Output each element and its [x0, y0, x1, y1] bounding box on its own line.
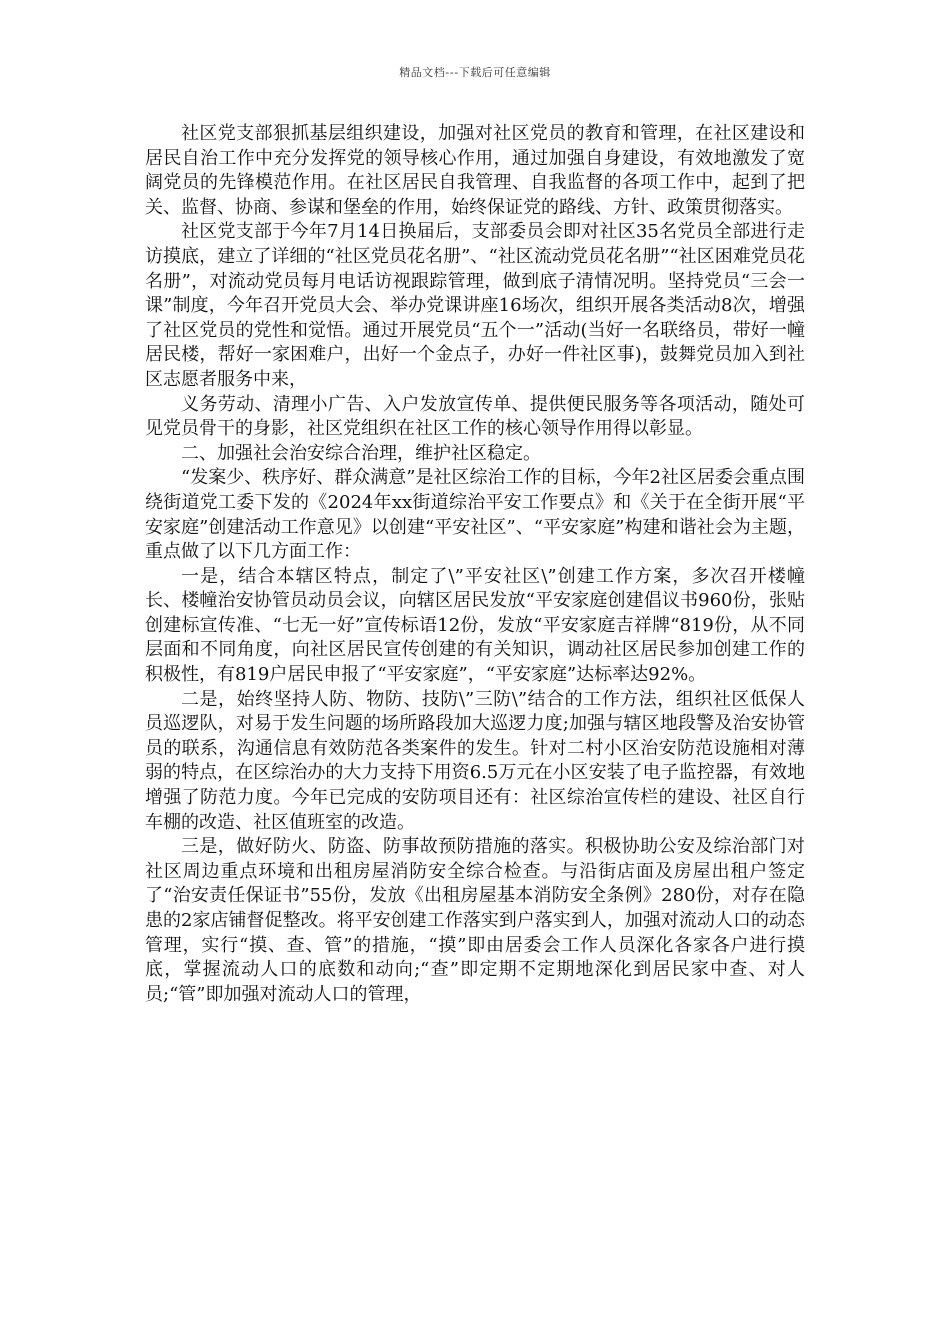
paragraph-point-two: 二是，始终坚持人防、物防、技防\”三防\”结合的工作方法，组织社区低保人员巡逻队，对易于发生问题的场所路段加大巡逻力度;加强与辖区地段警及治安协管员的联系，沟通信息有效防范各类案件的发生。针对二村小区治安防范设施相对薄弱的特点，在区综治办的大力支持下用资6.5万元在小区安装了电子监控器，有效地增强了防范力度。今年已完成的安防项目还有：社区综治宣传栏的建设、社区自行车棚的改造、社区值班室的改造。 [145, 688, 805, 833]
paragraph-party-members: 社区党支部于今年7月14日换届后，支部委员会即对社区35名党员全部进行走访摸底，建立了详细的“社区党员花名册”、“社区流动党员花名册”“社区困难党员花名册”，对流动党员每月电话访视跟踪管理，做到底子清情况明。坚持党员“三会一课”制度，今年召开党员大会、举办党课讲座16场次，组织开展各类活动8次，增强了社区党员的党性和觉悟。通过开展党员“五个一”活动(当好一名联络员，带好一幢居民楼，帮好一家困难户，出好一个金点子，办好一件社区事)，鼓舞党员加入到社区志愿者服务中来， [145, 221, 805, 390]
paragraph-point-three: 三是，做好防火、防盗、防事故预防措施的落实。积极协助公安及综治部门对社区周边重点环境和出租房屋消防安全综合检查。与沿街店面及房屋出租户签定了“治安责任保证书”55份，发放《出租房屋基本消防安全条例》280份，对存在隐患的2家店铺督促整改。将平安创建工作落实到户落实到人，加强对流动人口的动态管理，实行“摸、查、管”的措施，“摸”即由居委会工作人员深化各家各户进行摸底，掌握流动人口的底数和动向;“查”即定期不定期地深化到居民家中查、对人员;“管”即加强对流动人口的管理， [145, 836, 805, 1005]
paragraph-volunteer-activities: 义务劳动、清理小广告、入户发放宣传单、提供便民服务等各项活动，随处可见党员骨干的身影，社区党组织在社区工作的核心领导作用得以彰显。 [145, 393, 805, 440]
page-header: 精品文档---下载后可任意编辑 [399, 66, 551, 79]
document-body [145, 122, 805, 1007]
paragraph-party-building: 社区党支部狠抓基层组织建设，加强对社区党员的教育和管理，在社区建设和居民自治工作中充分发挥党的领导核心作用，通过加强自身建设，有效地激发了宽阔党员的先锋模范作用。在社区居民自我管理、自我监督的各项工作中，起到了把关、监督、协商、参谋和堡垒的作用，始终保证党的路线、方针、政策贯彻落实。 [145, 123, 805, 218]
paragraph-security-goals: “发案少、秩序好、群众满意”是社区综治工作的目标，今年2社区居委会重点围绕街道党工委下发的《2024年xx街道综治平安工作要点》和《关于在全街开展“平安家庭”创建活动工作意见》以创建“平安社区”、“平安家庭”构建和谐社会为主题，重点做了以下几方面工作： [145, 467, 805, 563]
paragraph-point-one: 一是，结合本辖区特点，制定了\”平安社区\”创建工作方案，多次召开楼幢长、楼幢治安协管员动员会议，向辖区居民发放“平安家庭创建倡议书960份，张贴创建标宣传准、“七无一好”宣传标语12份，发放“平安家庭吉祥牌“819份，从不同层面和不同角度，向社区居民宣传创建的有关知识，调动社区居民参加创建工作的积极性，有819户居民申报了“平安家庭”，“平安家庭”达标率达92%。 [145, 565, 805, 686]
section-heading-security: 二、加强社会治安综合治理，维护社区稳定。 [181, 442, 541, 464]
